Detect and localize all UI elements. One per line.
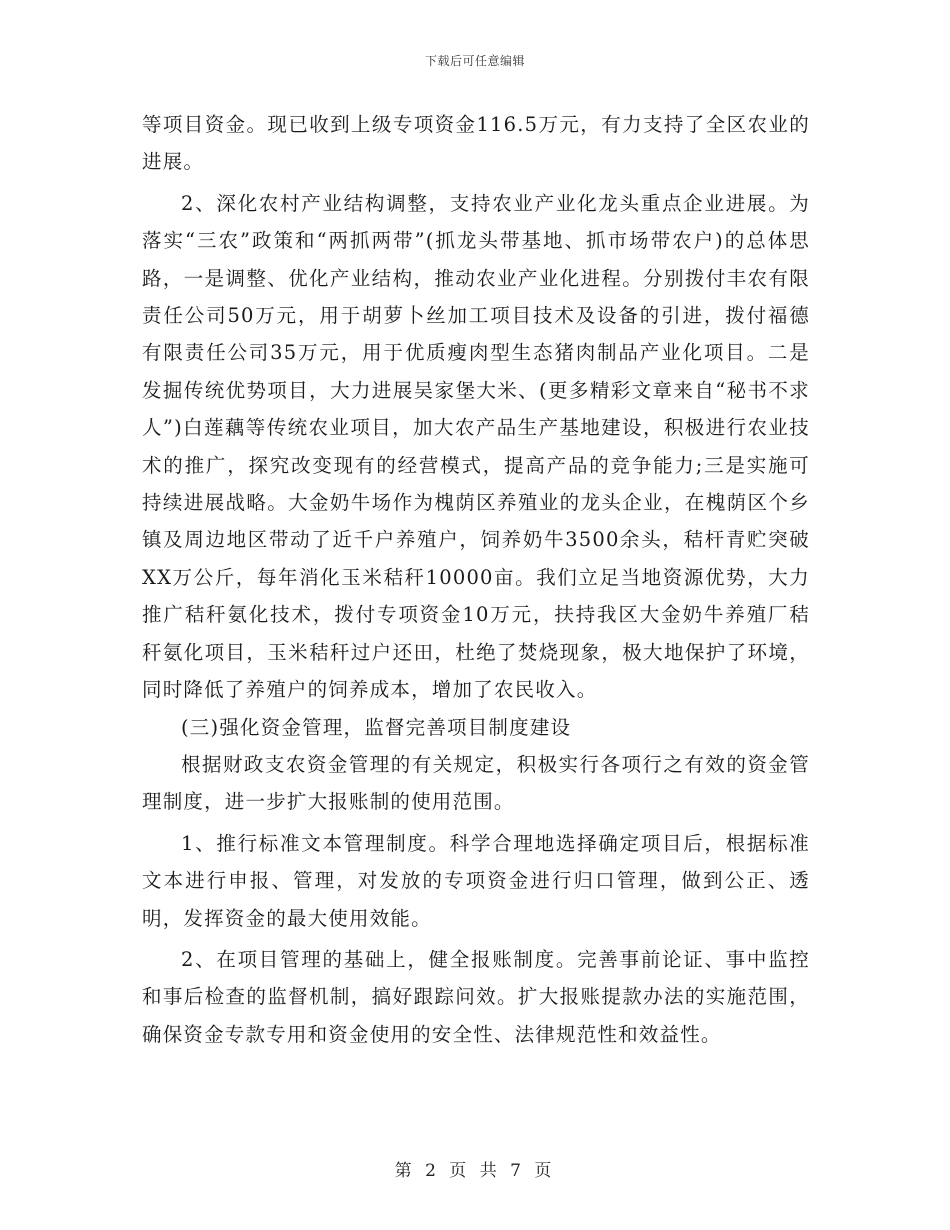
- paragraph-fund-regulations: 根据财政支农资金管理的有关规定，积极实行各项行之有效的资金管理制度，进一步扩大报账制的使用范围。: [142, 752, 810, 814]
- paragraph-standard-text-management: 1、推行标准文本管理制度。科学合理地选择确定项目后，根据标准文本进行申报、管理，对发放的专项资金进行归口管理，做到公正、透明，发挥资金的最大使用效能。: [142, 831, 810, 930]
- document-body: [142, 106, 810, 1053]
- section-heading-fund-management: (三)强化资金管理，监督完善项目制度建设: [181, 715, 572, 739]
- page-number-footer: 第 2 页 共 7 页: [394, 1161, 556, 1181]
- page-header: 下载后可任意编辑: [424, 54, 525, 68]
- paragraph-reimbursement-system: 2、在项目管理的基础上，健全报账制度。完善事前论证、事中监控和事后检查的监督机制，搞好跟踪问效。扩大报账提款办法的实施范围，确保资金专款专用和资金使用的安全性、法律规范性和效益性。: [142, 947, 810, 1046]
- paragraph-industry-restructuring: 2、深化农村产业结构调整，支持农业产业化龙头重点企业进展。为落实“三农”政策和“两抓两带”(抓龙头带基地、抓市场带农户)的总体思路，一是调整、优化产业结构，推动农业产业化进程。分别拨付丰农有限责任公司50万元，用于胡萝卜丝加工项目技术及设备的引进，拨付福德有限责任公司35万元，用于优质瘦肉型生态猪肉制品产业化项目。二是发掘传统优势项目，大力进展吴家堡大米、(更多精彩文章来自“秘书不求人”)白莲藕等传统农业项目，加大农产品生产基地建设，积极进行农业技术的推广，探究改变现有的经营模式，提高产品的竞争能力;三是实施可持续进展战略。大金奶牛场作为槐荫区养殖业的龙头企业，在槐荫区个乡镇及周边地区带动了近千户养殖户，饲养奶牛3500余头，秸杆青贮突破XX万公斤，每年消化玉米秸秆10000亩。我们立足当地资源优势，大力推广秸秆氨化技术，拨付专项资金10万元，扶持我区大金奶牛养殖厂秸秆氨化项目，玉米秸秆过户还田，杜绝了焚烧现象，极大地保护了环境，同时降低了养殖户的饲养成本，增加了农民收入。: [142, 191, 810, 702]
- paragraph-project-funds: 等项目资金。现已收到上级专项资金116.5万元，有力支持了全区农业的进展。: [142, 113, 810, 174]
